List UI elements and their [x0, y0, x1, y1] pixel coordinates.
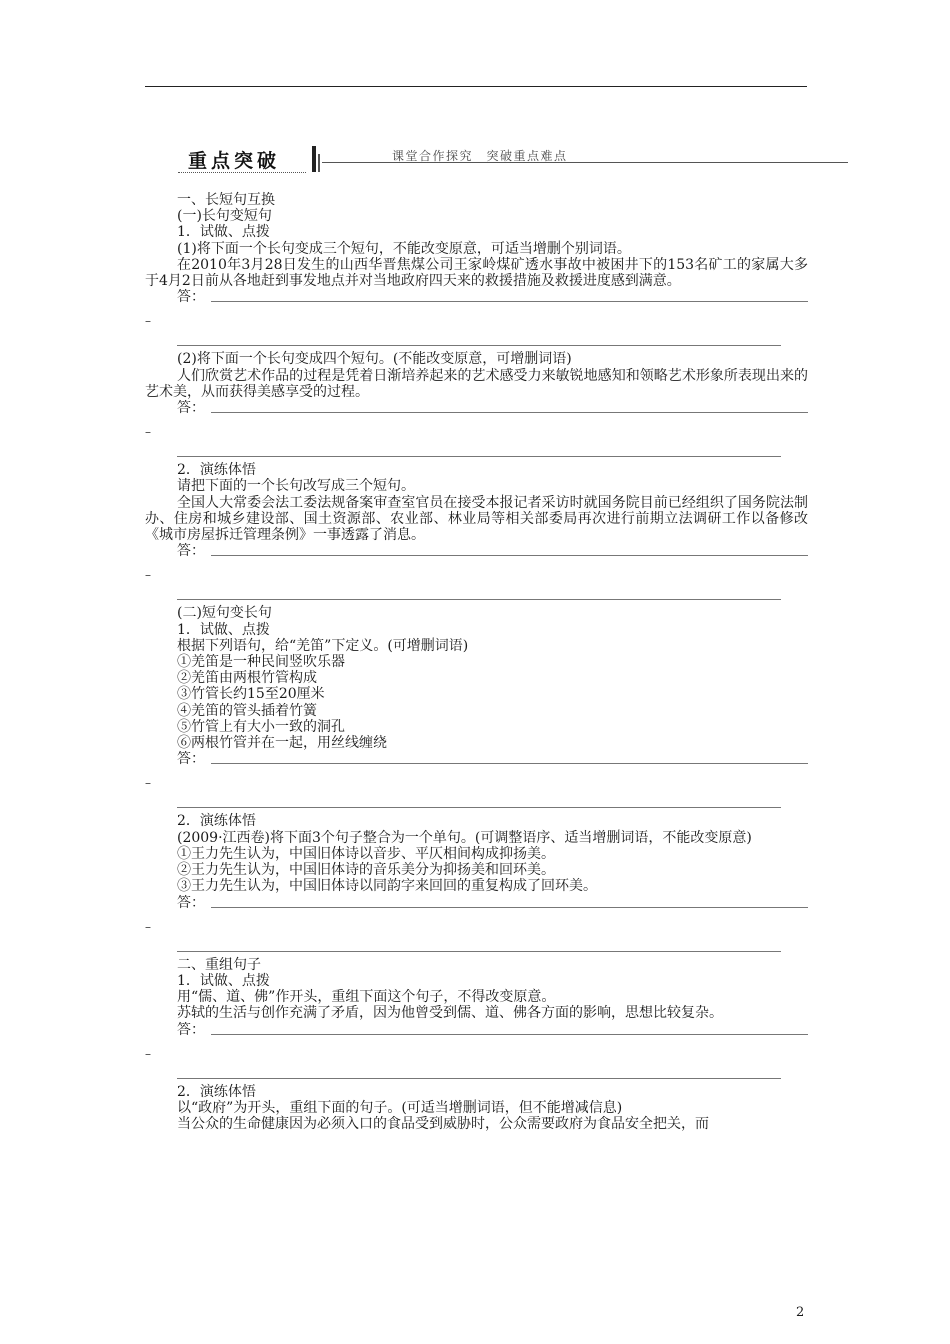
question-passage: 全国人大常委会法工委法规备案审查室官员在接受本报记者采访时就国务院目前已经组织了国务院法制办、住房和城乡建设部、国土资源部、农业部、林业局等相关部委局再次进行前期立法调研工作以备修改《城市房屋拆迁管理条例》一事透露了消息。 [145, 494, 808, 544]
answer-blank[interactable] [211, 763, 808, 764]
question-instruction: 根据下列语句，给“羌笛”下定义。(可增删词语) [177, 637, 469, 654]
question-passage: 苏轼的生活与创作充满了矛盾，因为他曾受到儒、道、佛各方面的影响，思想比较复杂。 [177, 1005, 723, 1022]
question-heading: 2．演练体悟 [177, 813, 256, 830]
dash-mark: – [145, 776, 151, 791]
question-instruction: (1)将下面一个长句变成三个短句，不能改变原意，可适当增删个别词语。 [177, 240, 631, 257]
document-body [145, 192, 808, 1132]
dash-mark: – [145, 425, 151, 440]
subsection-heading: (一)长句变短句 [177, 208, 272, 225]
banner-subtitle: 课堂合作探究 突破重点难点 [392, 149, 568, 163]
dash-mark: – [145, 919, 151, 934]
question-heading: 1．试做、点拨 [177, 972, 270, 989]
subsection-heading: (二)短句变长句 [177, 605, 272, 622]
answer-line[interactable] [145, 400, 808, 416]
page-number: 2 [796, 1305, 805, 1320]
question-instruction: 以“政府”为开头，重组下面的句子。(可适当增删词语，但不能增减信息) [177, 1099, 623, 1116]
answer-line[interactable] [145, 751, 808, 767]
dash-mark: – [145, 1046, 151, 1061]
section-heading: 一、长短句互换 [177, 192, 275, 208]
list-item: ①羌笛是一种民间竖吹乐器 [177, 654, 345, 671]
answer-label: 答： [177, 543, 205, 560]
dash-mark: – [145, 314, 151, 329]
question-passage: 人们欣赏艺术作品的过程是凭着日渐培养起来的艺术感受力来敏锐地感知和领略艺术形象所表现出来的艺术美，从而获得美感享受的过程。 [145, 367, 808, 400]
answer-label: 答： [177, 751, 205, 768]
answer-blank[interactable] [211, 1034, 808, 1035]
question-heading: 2．演练体悟 [177, 462, 256, 479]
answer-line[interactable] [145, 1022, 808, 1038]
question-heading: 2．演练体悟 [177, 1083, 256, 1100]
question-passage: 在2010年3月28日发生的山西华晋焦煤公司王家岭煤矿透水事故中被困井下的153名矿工的家属大多于4月2日前从各地赶到事发地点并对当地政府四天来的救援措施及救援进度感到满意。 [145, 256, 808, 290]
answer-blank[interactable] [211, 301, 808, 302]
banner-bar-thin [318, 154, 320, 172]
question-passage: 当公众的生命健康因为必须入口的食品受到威胁时，公众需要政府为食品安全把关，而 [177, 1116, 709, 1133]
banner-title: 重点突破 [188, 150, 281, 172]
answer-label: 答： [177, 1021, 205, 1038]
answer-label: 答： [177, 400, 205, 417]
list-item: ⑥两根竹管并在一起，用丝线缠绕 [177, 735, 387, 752]
answer-blank[interactable] [211, 907, 808, 908]
list-item: ③王力先生认为，中国旧体诗以同韵字来回回的重复构成了回环美。 [177, 878, 597, 895]
list-item: ④羌笛的管头插着竹簧 [177, 702, 317, 719]
list-item: ①王力先生认为，中国旧体诗以音步、平仄相间构成抑扬美。 [177, 845, 555, 862]
section-banner [178, 140, 848, 180]
answer-line[interactable] [145, 543, 808, 559]
question-instruction: 请把下面的一个长句改写成三个短句。 [177, 478, 415, 495]
top-rule [145, 86, 807, 87]
question-instruction: (2)将下面一个长句变成四个短句。(不能改变原意，可增删词语) [177, 351, 572, 368]
answer-line[interactable] [145, 289, 808, 305]
section-heading: 二、重组句子 [177, 956, 261, 973]
list-item: ②羌笛由两根竹管构成 [177, 670, 317, 687]
answer-blank[interactable] [211, 555, 808, 556]
banner-dotted-underline [178, 172, 306, 173]
answer-label: 答： [177, 289, 205, 306]
answer-line[interactable] [145, 895, 808, 911]
answer-blank[interactable] [211, 412, 808, 413]
answer-label: 答： [177, 894, 205, 911]
list-item: ③竹管长约15至20厘米 [177, 686, 325, 703]
question-heading: 1．试做、点拨 [177, 621, 270, 638]
list-item: ②王力先生认为，中国旧体诗的音乐美分为抑扬美和回环美。 [177, 862, 555, 879]
list-item: ⑤竹管上有大小一致的洞孔 [177, 718, 345, 735]
question-instruction: (2009·江西卷)将下面3个句子整合为一个单句。(可调整语序、适当增删词语，不能改变原意) [177, 829, 752, 846]
banner-bar [312, 146, 316, 172]
question-instruction: 用“儒、道、佛”作开头，重组下面这个句子，不得改变原意。 [177, 989, 556, 1006]
dash-mark: – [145, 568, 151, 583]
question-heading: 1．试做、点拨 [177, 224, 270, 241]
